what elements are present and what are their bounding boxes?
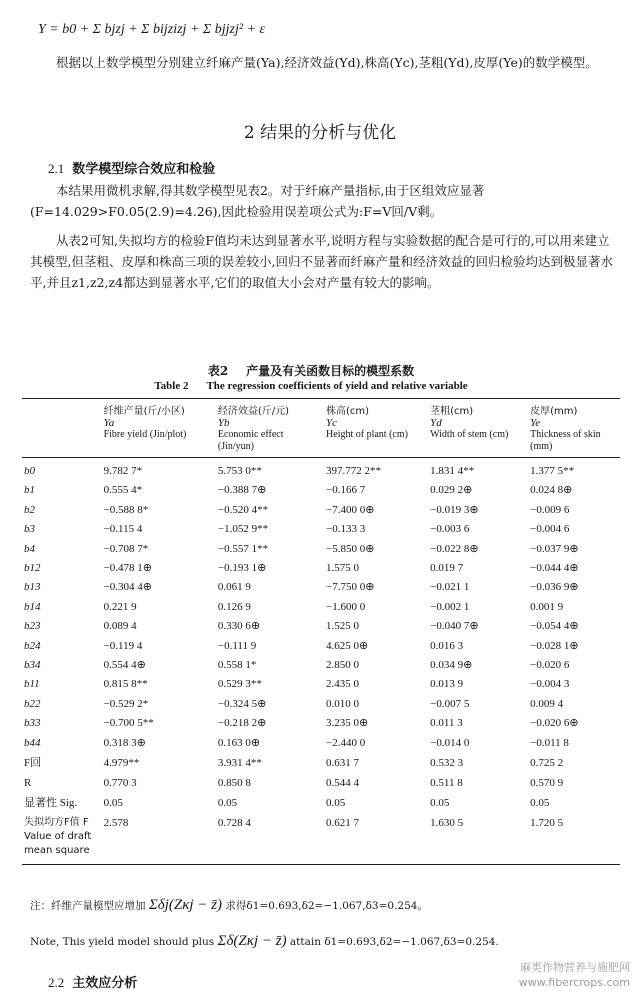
table-cell: −1.600 0 <box>326 600 366 613</box>
table-row <box>22 695 620 714</box>
column-header-cn: 株高(cm) <box>326 406 370 417</box>
table-cell: −0.304 4⊕ <box>103 581 153 594</box>
table-cell: −0.115 4 <box>103 523 143 536</box>
table-cell: −0.003 6 <box>430 523 470 536</box>
column-header-sym: Yd <box>430 417 442 429</box>
table-cell: 0.728 4 <box>216 813 324 865</box>
table-row <box>22 540 620 559</box>
column-header <box>102 399 216 458</box>
regression-table <box>22 398 620 865</box>
table-row <box>22 637 620 656</box>
table-cell: −0.022 8⊕ <box>430 542 479 555</box>
table-cell: −2.440 0 <box>326 736 366 749</box>
table-cell: −0.520 4** <box>217 503 269 516</box>
row-label: b34 <box>24 659 41 672</box>
subsection-number: 2.1 <box>48 161 65 176</box>
table-cell: 3.931 4** <box>217 757 262 770</box>
intro-paragraph <box>30 52 618 73</box>
table-title-cn: 产量及有关函数目标的模型系数 <box>246 364 415 378</box>
table-cell: 0.024 8⊕ <box>530 484 573 497</box>
row-label: b1 <box>24 484 35 497</box>
row-label: 失拟均方F值 F Value of draft mean square <box>22 813 102 865</box>
section-title: 2 结果的分析与优化 <box>243 123 397 143</box>
table-cell: 0.555 4* <box>103 484 143 497</box>
table-cell: −0.004 6 <box>530 523 570 536</box>
table-cell: −0.020 6⊕ <box>530 717 579 730</box>
table-cell: 0.163 0⊕ <box>217 736 261 749</box>
table-cell: −0.700 5** <box>103 717 154 730</box>
table-cell: 1.525 0 <box>326 620 360 633</box>
column-header <box>428 399 528 458</box>
row-label: 显著性 Sig. <box>24 797 78 810</box>
table-cell: −0.557 1** <box>217 542 269 555</box>
table-row <box>22 501 620 520</box>
table-cell: 0.009 4 <box>530 697 564 710</box>
table-cell: 0.05 <box>326 797 346 810</box>
table-cell: −0.019 3⊕ <box>430 503 479 516</box>
table-cell: 0.529 3** <box>217 678 262 691</box>
table-cell: −0.133 3 <box>326 523 366 536</box>
table-cell: 1.377 5** <box>530 465 575 477</box>
table-cell: −0.166 7 <box>326 484 366 497</box>
table-row <box>22 773 620 793</box>
table-cell: 0.850 8 <box>217 777 251 790</box>
note-cn-sum: Σδj(Zκj − z̄) <box>148 897 223 913</box>
note-cn-prefix: 注：纤维产量模型应增加 <box>30 900 146 912</box>
table-row <box>22 598 620 617</box>
watermark-en: www.fibercrops.com <box>518 976 630 989</box>
table-cell: 0.05 <box>217 797 238 810</box>
table-cell: −7.750 0⊕ <box>326 581 375 594</box>
table-cell: 0.034 9⊕ <box>430 659 473 672</box>
table-cell: 0.558 1* <box>217 659 257 672</box>
row-label: b2 <box>24 503 35 516</box>
table-cell: 0.725 2 <box>530 757 564 770</box>
table-cell: −0.111 9 <box>217 639 257 652</box>
column-header-en: Fibre yield (Jin/plot) <box>103 429 187 440</box>
column-header-cn: 皮厚(mm) <box>530 406 578 417</box>
table-cell: −0.529 2* <box>103 697 149 710</box>
table-cell: 0.089 4 <box>103 620 137 633</box>
column-header-sym: Ye <box>530 417 541 429</box>
table-cell: −0.037 9⊕ <box>530 542 579 555</box>
table-cell: 0.011 3 <box>430 717 463 730</box>
table-cell: 4.625 0⊕ <box>326 639 369 652</box>
table-cell: 1.720 5 <box>528 813 620 865</box>
table-note-cn <box>30 897 428 914</box>
column-header-sym: Yc <box>326 417 338 429</box>
table-label-cn: 表2 <box>207 364 229 378</box>
table-cell: 397.772 2** <box>326 465 382 477</box>
table-row <box>22 813 620 865</box>
column-header-en: Economic effect (Jin/yun) <box>217 429 284 452</box>
table-row <box>22 481 620 500</box>
table-cell: 0.001 9 <box>530 600 564 613</box>
column-header-en: Height of plant (cm) <box>326 429 408 440</box>
table-row <box>22 458 620 482</box>
note-cn-suffix: 求得δ1=0.693,δ2=−1.067,δ3=0.254。 <box>225 900 428 912</box>
table-cell: −0.020 6 <box>530 659 570 672</box>
table-cell: −0.119 4 <box>103 639 143 652</box>
table-cell: 0.570 9 <box>530 777 564 790</box>
table-cell: 5.753 0** <box>217 465 262 477</box>
row-label: b23 <box>24 620 41 633</box>
table-cell: 0.010 0 <box>326 697 360 710</box>
column-header <box>22 399 102 458</box>
table-cell: −0.324 5⊕ <box>217 697 267 710</box>
row-label: b4 <box>24 542 35 555</box>
table-cell: 0.016 3 <box>430 639 464 652</box>
table-caption-en <box>0 380 640 392</box>
note-en-sum: Σδ(Zκj − z̄) <box>217 933 287 949</box>
subsection-2-2-heading <box>48 972 137 991</box>
table-cell: −0.002 1 <box>430 600 470 613</box>
table-header-row <box>22 399 620 458</box>
table-cell: 0.013 9 <box>430 678 464 691</box>
table-cell: 3.235 0⊕ <box>326 717 369 730</box>
table-cell: 0.05 <box>530 797 550 810</box>
table-row <box>22 559 620 578</box>
table-cell: −0.009 6 <box>530 503 570 516</box>
table-cell: −0.478 1⊕ <box>103 562 153 575</box>
watermark-cn: 麻类作物营养与施肥网 <box>520 961 630 974</box>
row-label: b11 <box>24 678 40 691</box>
table-cell: 0.061 9 <box>217 581 251 594</box>
table-row <box>22 578 620 597</box>
table-row <box>22 617 620 636</box>
column-header-sym: Yb <box>217 417 230 429</box>
table-row <box>22 656 620 675</box>
column-header <box>324 399 428 458</box>
row-label: b3 <box>24 523 35 536</box>
column-header-cn: 纤维产量(斤/小区) <box>103 406 185 417</box>
table-cell: −0.588 8* <box>103 503 149 516</box>
table-note-en <box>30 933 499 950</box>
table-row <box>22 753 620 773</box>
table-cell: −0.708 7* <box>103 542 149 555</box>
table-cell: −0.388 7⊕ <box>217 484 267 497</box>
table-cell: −0.193 1⊕ <box>217 562 267 575</box>
table-cell: 2.578 <box>102 813 216 865</box>
note-en-suffix: attain δ1=0.693,δ2=−1.067,δ3=0.254. <box>289 936 499 948</box>
table-cell: 0.815 8** <box>103 678 148 691</box>
table-cell: 0.05 <box>430 797 450 810</box>
table-cell: −7.400 0⊕ <box>326 503 375 516</box>
table-cell: 9.782 7* <box>103 465 143 477</box>
table-cell: 0.019 7 <box>430 562 464 575</box>
table-cell: −0.054 4⊕ <box>530 620 579 633</box>
table-row <box>22 675 620 694</box>
subsection-title: 数学模型综合效应和检验 <box>72 162 216 177</box>
row-label: b24 <box>24 639 41 652</box>
site-watermark <box>519 960 630 990</box>
table-row <box>22 714 620 733</box>
paragraph-2: 从表2可知,失拟均方的检验F值均未达到显著水平,说明方程与实验数据的配合是可行的,可以用来建立其模型,但茎粗、皮厚和株高三项的误差较小,回归不显著而纤麻产量和经济效益的回归检验均达到极显著水平,并且z1,z2,z4都达到显著水平,它们的取值大小会对产量有较大的影响。 <box>30 233 613 290</box>
table-row <box>22 793 620 813</box>
table-row <box>22 520 620 539</box>
table-cell: −1.052 9** <box>217 523 269 536</box>
table-cell: 0.770 3 <box>103 777 137 790</box>
row-label: R <box>24 777 32 790</box>
table-cell: 0.631 7 <box>326 757 360 770</box>
table-cell: −0.021 1 <box>430 581 470 594</box>
paragraph-1: 本结果用微机求解,得其数学模型见表2。对于纤麻产量指标,由于区组效应显著(F=14.029>F0.05(2.9)=4.26),因此检验用误差项公式为:F=V回/V剩。 <box>30 183 485 219</box>
column-header-cn: 茎粗(cm) <box>430 406 474 417</box>
column-header-cn: 经济效益(斤/元) <box>217 406 290 417</box>
row-label: b14 <box>24 600 41 613</box>
subsection-2-1-heading <box>48 158 215 177</box>
table-cell: −0.040 7⊕ <box>430 620 479 633</box>
intro-text: 根据以上数学模型分别建立纤麻产量(Ya),经济效益(Yd),株高(Yc),茎粗(Yd),皮厚(Ye)的数学模型。 <box>56 55 598 70</box>
table-cell: 0.126 9 <box>217 600 251 613</box>
table-row <box>22 734 620 753</box>
table-cell: 1.575 0 <box>326 562 360 575</box>
row-label: b0 <box>24 465 35 477</box>
row-label: b13 <box>24 581 41 594</box>
table-cell: 0.330 6⊕ <box>217 620 261 633</box>
column-header-en: Width of stem (cm) <box>430 429 509 440</box>
table-title-en: The regression coefficients of yield and relative variable <box>206 380 468 392</box>
table-cell: −5.850 0⊕ <box>326 542 375 555</box>
table-cell: 2.435 0 <box>326 678 360 691</box>
column-header-en: Thickness of skin (mm) <box>530 429 601 452</box>
table-caption-cn <box>0 362 640 379</box>
table-cell: −0.218 2⊕ <box>217 717 267 730</box>
note-en-prefix: Note, This yield model should plus <box>30 936 215 948</box>
table-cell: 0.318 3⊕ <box>103 736 146 749</box>
table-cell: 4.979** <box>103 757 140 770</box>
table-cell: −0.004 3 <box>530 678 570 691</box>
table-cell: −0.028 1⊕ <box>530 639 579 652</box>
table-cell: 0.532 3 <box>430 757 464 770</box>
table-cell: −0.011 8 <box>530 736 569 749</box>
column-header <box>528 399 620 458</box>
table-cell: 0.029 2⊕ <box>430 484 473 497</box>
table-cell: 0.621 7 <box>324 813 428 865</box>
row-label: F回 <box>24 757 42 770</box>
column-header <box>216 399 324 458</box>
table-cell: −0.014 0 <box>430 736 470 749</box>
subsection-title: 主效应分析 <box>72 976 138 991</box>
table-cell: −0.044 4⊕ <box>530 562 579 575</box>
table-label-en: Table 2 <box>154 380 189 392</box>
regression-formula: Y = b0 + Σ bjzj + Σ bijzizj + Σ bjjzj² + ε <box>38 22 265 37</box>
row-label: b33 <box>24 717 41 730</box>
table-cell: 0.511 8 <box>430 777 463 790</box>
subsection-number: 2.2 <box>48 975 65 990</box>
table-cell: −0.007 5 <box>430 697 470 710</box>
table-cell: 1.630 5 <box>428 813 528 865</box>
table-cell: −0.036 9⊕ <box>530 581 579 594</box>
table-cell: 0.544 4 <box>326 777 360 790</box>
table-cell: 1.831 4** <box>430 465 475 477</box>
row-label: b22 <box>24 697 41 710</box>
table-cell: 0.221 9 <box>103 600 137 613</box>
row-label: b44 <box>24 736 41 749</box>
table-cell: 2.850 0 <box>326 659 360 672</box>
table-cell: 0.05 <box>103 797 123 810</box>
table-cell: 0.554 4⊕ <box>103 659 146 672</box>
row-label: b12 <box>24 562 41 575</box>
column-header-sym: Ya <box>103 417 115 429</box>
